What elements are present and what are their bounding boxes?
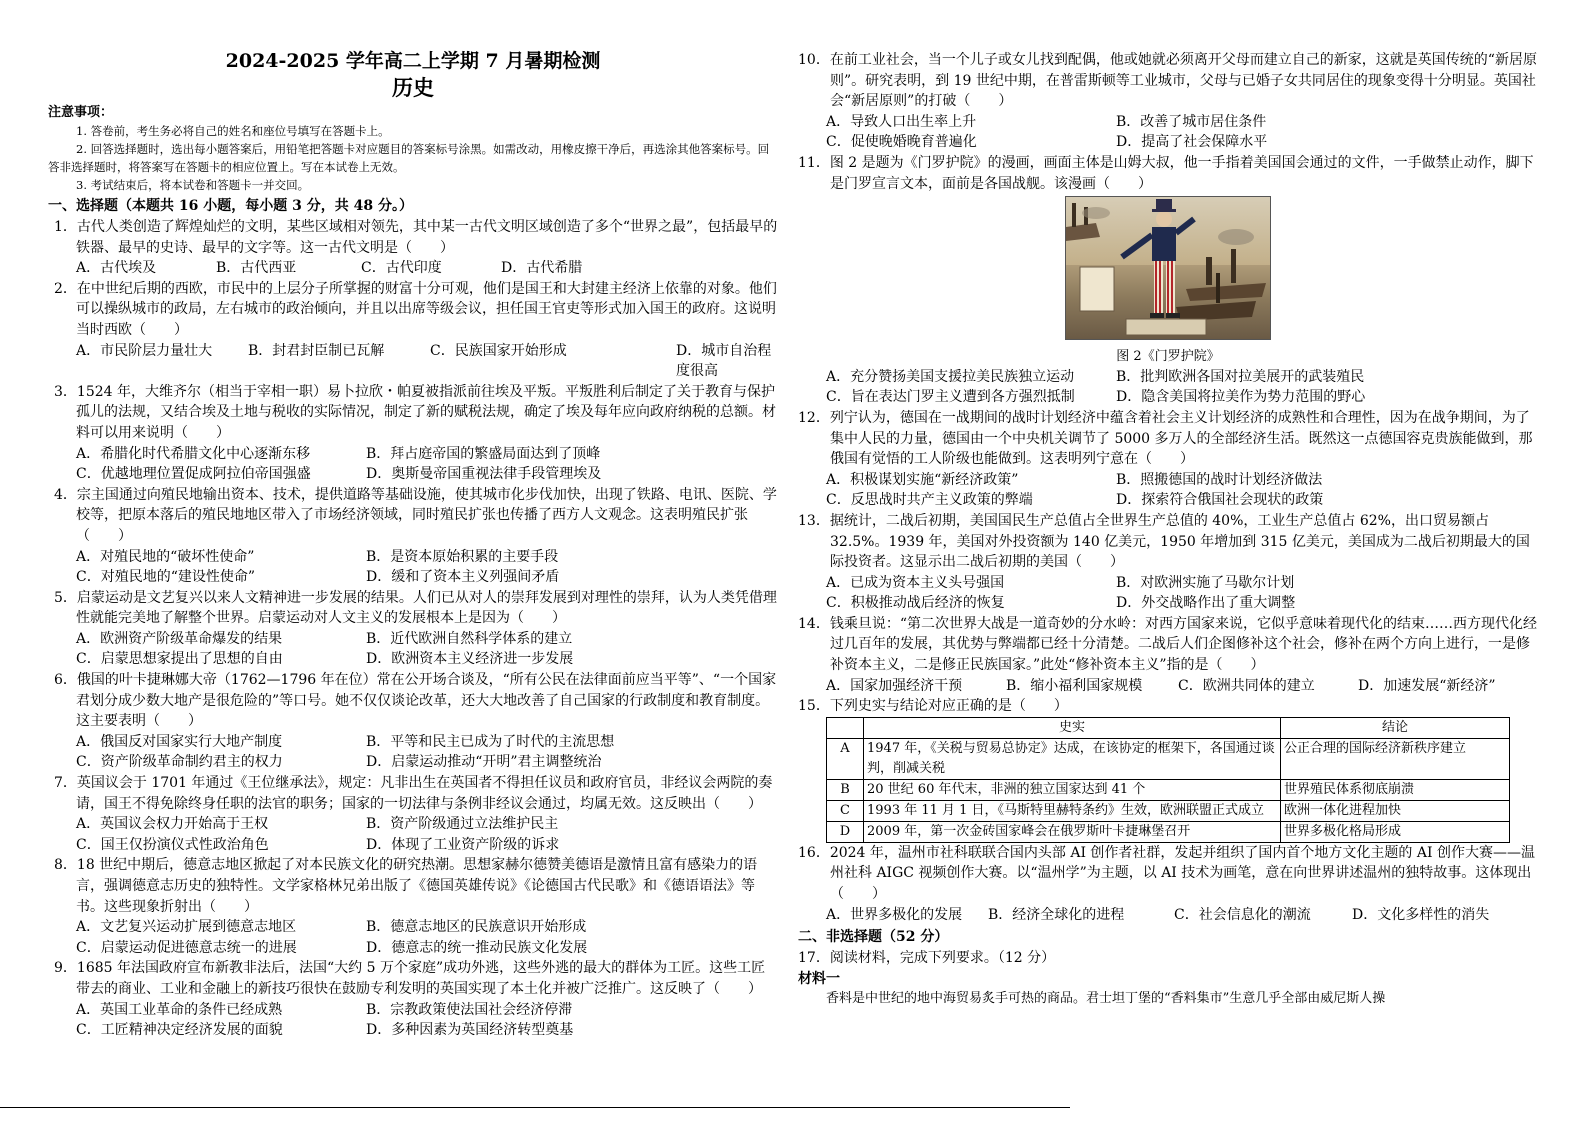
option-c[interactable]: C．启蒙运动促进德意志统一的进展 (76, 939, 297, 956)
question-stem: 11．图 2 是题为《门罗护院》的漫画，画面主体是山姆大叔，他一手指着美国国会通过的文件，一手做禁止动作，脚下是门罗宣言文本，面前是各国战舰。该漫画（ ） (798, 154, 1534, 192)
fact-conclusion-table (826, 717, 1510, 843)
section-title: 二、非选择题（52 分） (798, 929, 949, 946)
option-d[interactable]: D．探索符合俄国社会现状的政策 (1116, 492, 1324, 509)
row-fact: 20 世纪 60 年代末，非洲的独立国家达到 41 个 (864, 779, 1281, 800)
option-a[interactable]: A．文艺复兴运动扩展到德意志地区 (76, 919, 297, 936)
question-7 (48, 773, 778, 855)
question-1 (48, 217, 778, 279)
question-8 (48, 855, 778, 958)
option-a[interactable]: A．充分赞扬美国支援拉美民族独立运动 (826, 368, 1075, 385)
option-d[interactable]: D．加速发展“新经济” (1358, 677, 1496, 694)
notice-list (48, 122, 778, 194)
question-stem: 4．宗主国通过向殖民地输出资本、技术，提供道路等基础设施，使其城市化步伐加快，出现了铁路、电讯、医院、学校等，把原本落后的殖民地地区带入了市场经济领域，同时殖民扩张也传播了西方人文观念。这表明殖民扩张（ ） (54, 486, 777, 544)
option-c[interactable]: C．启蒙思想家提出了思想的自由 (76, 651, 283, 668)
option-b[interactable]: B．是资本原始积累的主要手段 (366, 548, 559, 565)
row-label: D (827, 821, 864, 842)
options (48, 341, 778, 382)
notice-item: 3. 考试结束后，将本试卷和答题卡一并交回。 (76, 178, 310, 192)
section-title: 一、选择题（本题共 16 小题，每小题 3 分，共 48 分。） (48, 198, 413, 214)
options (48, 917, 778, 958)
option-a[interactable]: A．欧洲资产阶级革命爆发的结果 (76, 630, 283, 647)
option-b[interactable]: B．宗教政策使法国社会经济停滞 (366, 1001, 573, 1018)
option-b[interactable]: B．近代欧洲自然科学体系的建立 (366, 630, 573, 647)
question-2 (48, 279, 778, 382)
option-c[interactable]: C．优越地理位置促成阿拉伯帝国强盛 (76, 466, 311, 483)
question-4 (48, 485, 778, 588)
exam-subject: 历史 (392, 75, 434, 100)
options (48, 1000, 778, 1041)
table-header-row (827, 717, 1510, 738)
row-conclusion: 欧洲一体化进程加快 (1281, 800, 1510, 821)
table-row (827, 800, 1510, 821)
option-b[interactable]: B．照搬德国的战时计划经济做法 (1116, 471, 1323, 488)
option-a[interactable]: A．已成为资本主义头号强国 (826, 574, 1005, 591)
options (48, 547, 778, 588)
options (798, 676, 1538, 697)
question-stem: 7．英国议会于 1701 年通过《王位继承法》，规定：凡非出生在英国者不得担任议员和政府官员，非经议会两院的奏请，国王不得免除终身任职的法官的职务；国家的一切法律与条例非经议会通过，均属无效。这反映出（ ） (54, 775, 773, 812)
option-b[interactable]: B．封君封臣制已瓦解 (248, 342, 385, 359)
option-d[interactable]: D．城市自治程度很高 (676, 342, 772, 380)
option-c[interactable]: C．古代印度 (361, 260, 442, 277)
question-stem: 17．阅读材料，完成下列要求。（12 分） (798, 950, 1056, 967)
question-stem: 14．钱乘旦说：“第二次世界大战是一道奇妙的分水岭：对西方国家来说，它似乎意味着现代化的结束……西方现代化经过几百年的发展，其优势与弊端都已经十分清楚。二战后人们企图修补这个社会，修补在两个方向上进行，一是修补资本主义，二是修正民族国家。”此处“修补资本主义”指的是（ ） (798, 615, 1537, 674)
question-stem: 8．18 世纪中期后，德意志地区掀起了对本民族文化的研究热潮。思想家赫尔德赞美德语是激情且富有感染力的语言，强调德意志历史的独特性。文学家格林兄弟出版了《德国英雄传说》《论德国古代民歌》和《德语语法》等书。这些现象折射出（ ） (54, 857, 758, 915)
options (798, 470, 1538, 511)
option-b[interactable]: B．拜占庭帝国的繁盛局面达到了顶峰 (366, 445, 601, 462)
question-5 (48, 588, 778, 670)
page-bottom-rule (0, 1107, 1070, 1108)
option-a[interactable]: A．国家加强经济干预 (826, 677, 963, 694)
question-stem: 2．在中世纪后期的西欧，市民中的上层分子所掌握的财富十分可观，他们是国王和大封建主经济上依靠的对象。他们可以操纵城市的政局，左右城市的政治倾向，并且以出席等级会议，担任国王官吏等形式加入国王的政府。这说明当时西欧（ ） (54, 280, 777, 338)
option-b[interactable]: B．平等和民主已成为了时代的主流思想 (366, 733, 615, 750)
row-conclusion: 公正合理的国际经济新秩序建立 (1281, 738, 1510, 779)
question-16 (798, 843, 1538, 925)
option-a[interactable]: A．积极谋划实施“新经济政策” (826, 471, 1019, 488)
option-d[interactable]: D．古代希腊 (501, 260, 583, 277)
option-b[interactable]: B．缩小福利国家规模 (1006, 677, 1143, 694)
option-a[interactable]: A．英国议会权力开始高于王权 (76, 816, 269, 833)
question-12 (798, 408, 1538, 511)
option-d[interactable]: D．多种因素为英国经济转型奠基 (366, 1022, 574, 1039)
question-stem: 16．2024 年，温州市社科联联合国内头部 AI 创作者社群，发起并组织了国内首个地方文化主题的 AI 创作大赛——温州社科 AIGC 视频创作大赛。以“温州学”为主题，以 AI 技术为画笔，意在向世界讲述温州的独特故事。这体现出（ ） (798, 844, 1535, 903)
option-b[interactable]: B．古代西亚 (216, 260, 297, 277)
table-row (827, 738, 1510, 779)
option-a[interactable]: A．希腊化时代希腊文化中心逐渐东移 (76, 445, 311, 462)
question-stem: 10．在前工业社会，当一个儿子或女儿找到配偶，他或她就必须离开父母而建立自己的新家，这就是英国传统的“新居原则”。研究表明，到 19 世纪中期，在普雷斯顿等工业城市，父母与已婚子女共同居住的现象变得十分明显。英国社会“新居原则”的打破（ ） (798, 52, 1537, 110)
question-3 (48, 382, 778, 485)
row-label: C (827, 800, 864, 821)
row-conclusion: 世界多极化格局形成 (1281, 821, 1510, 842)
row-label: B (827, 779, 864, 800)
question-stem: 6．俄国的叶卡捷琳娜大帝（1762—1796 年在位）常在公开场合谈及，“所有公民在法律面前应当平等”、“一个国家君划分成少数大地产是很危险的”等口号。她不仅仅谈论改革，还大大地改善了自己国家的行政制度和教育制度。这主要表明（ ） (54, 672, 777, 730)
monroe-doctrine-cartoon (1065, 196, 1271, 340)
option-a[interactable]: A．对殖民地的“破坏性使命” (76, 548, 255, 565)
option-c[interactable]: C．欧洲共同体的建立 (1178, 677, 1315, 694)
option-a[interactable]: A．英国工业革命的条件已经成熟 (76, 1001, 283, 1018)
question-9 (48, 958, 778, 1040)
option-d[interactable]: D．奥斯曼帝国重视法律手段管理埃及 (366, 466, 602, 483)
option-b[interactable]: B．经济全球化的进程 (988, 906, 1125, 923)
options (798, 573, 1538, 614)
options (798, 905, 1538, 926)
option-c[interactable]: C．社会信息化的潮流 (1174, 906, 1311, 923)
question-stem: 5．启蒙运动是文艺复兴以来人文精神进一步发展的结果。人们已从对人的崇拜发展到对理性的崇拜，认为人类凭借理性就能完美地了解整个世界。启蒙运动对人文主义的发展根本上是因为（ ） (54, 589, 777, 627)
option-c[interactable]: C．对殖民地的“建设性使命” (76, 569, 256, 586)
option-a[interactable]: A．世界多极化的发展 (826, 906, 963, 923)
row-conclusion: 世界殖民体系彻底崩溃 (1281, 779, 1510, 800)
material-text: 香料是中世纪的地中海贸易炙手可热的商品。君士坦丁堡的“香料集市”生意几乎全部由威尼斯人操 (826, 990, 1386, 1006)
option-b[interactable]: B．批判欧洲各国对拉美展开的武装殖民 (1116, 368, 1365, 385)
table-header-conclusion: 结论 (1281, 717, 1510, 738)
option-d[interactable]: D．外交战略作出了重大调整 (1116, 595, 1296, 612)
row-label: A (827, 738, 864, 779)
question-stem: 3．1524 年，大维齐尔（相当于宰相一职）易卜拉欣・帕夏被指派前往埃及平叛。平叛胜利后制定了关于教育与保护孤儿的法规，又结合埃及土地与税收的实际情况，制定了新的赋税法规，确定了埃及每年应向政府纳税的总额。材料可以用来说明（ ） (54, 383, 776, 441)
question-10 (798, 50, 1538, 153)
cartoon-illustration (1066, 197, 1270, 339)
notice-title: 注意事项： (48, 105, 114, 120)
option-d[interactable]: D．提高了社会保障水平 (1116, 134, 1268, 151)
option-a[interactable]: A．俄国反对国家实行大地产制度 (76, 733, 283, 750)
question-stem: 12．列宁认为，德国在一战期间的战时计划经济中蕴含着社会主义计划经济的成熟性和合理性，因为在战争期间，为了集中人民的力量，德国由一个中央机关调节了 5000 多万人的全部经济生活。既然这一点德国容克贵族能做到，那俄国有觉悟的工人阶级也能做到。这表明列宁意在（ ） (798, 409, 1533, 468)
option-d[interactable]: D．隐含美国将拉美作为势力范围的野心 (1116, 389, 1366, 406)
option-b[interactable]: B．对欧洲实施了马歇尔计划 (1116, 574, 1295, 591)
option-c[interactable]: C．旨在表达门罗主义遭到各方强烈抵制 (826, 389, 1075, 406)
notice-item: 2. 回答选择题时，选出每小题答案后，用铅笔把答题卡对应题目的答案标号涂黑。如需改动，用橡皮擦干净后，再选涂其他答案标号。回答非选择题时，将答案写在答题卡的相应位置上。写在本试卷上无效。 (48, 142, 770, 174)
option-c[interactable]: C．反思战时共产主义政策的弊端 (826, 492, 1033, 509)
option-d[interactable]: D．缓和了资本主义列强间矛盾 (366, 569, 560, 586)
option-b[interactable]: B．德意志地区的民族意识开始形成 (366, 919, 587, 936)
option-c[interactable]: C．国王仅扮演仪式性政治角色 (76, 836, 269, 853)
option-a[interactable]: A．古代埃及 (76, 260, 157, 277)
option-a[interactable]: A．市民阶层力量壮大 (76, 342, 213, 359)
options (798, 367, 1538, 408)
question-17 (798, 948, 1538, 1009)
question-11 (798, 153, 1538, 408)
table-header-blank (827, 717, 864, 738)
option-d[interactable]: D．体现了工业资产阶级的诉求 (366, 836, 560, 853)
row-fact: 1947 年，《关税与贸易总协定》达成，在该协定的框架下，各国通过谈判，削减关税 (864, 738, 1281, 779)
table-row (827, 821, 1510, 842)
options (48, 444, 778, 485)
option-b[interactable]: B．改善了城市居住条件 (1116, 113, 1267, 130)
option-c[interactable]: C．促使晚婚晚育普遍化 (826, 134, 977, 151)
option-d[interactable]: D．德意志的统一推动民族文化发展 (366, 939, 588, 956)
left-column (48, 48, 778, 1041)
options (48, 814, 778, 855)
question-15 (798, 696, 1538, 843)
exam-title: 2024-2025 学年高二上学期 7 月暑期检测 (225, 50, 601, 72)
notice-item: 1. 答卷前，考生务必将自己的姓名和座位号填写在答题卡上。 (76, 124, 390, 138)
option-d[interactable]: D．欧洲资本主义经济进一步发展 (366, 651, 574, 668)
options (48, 258, 778, 279)
options (798, 112, 1538, 153)
question-stem: 13．据统计，二战后初期，美国国民生产总值占全世界生产总值的 40%，工业生产总值占 62%，出口贸易额占 32.5%。1939 年，美国对外投资额为 140 亿美元，1950 年增加到 315 亿美元，美国成为二战后初期最大的国际投资者。这显示出二战后初期的美国（ ） (798, 512, 1530, 571)
question-stem: 15．下列史实与结论对应正确的是（ ） (798, 698, 1068, 715)
row-fact: 1993 年 11 月 1 日，《马斯特里赫特条约》生效，欧洲联盟正式成立 (864, 800, 1281, 821)
option-c[interactable]: C．积极推动战后经济的恢复 (826, 595, 1005, 612)
right-column (798, 50, 1538, 1009)
option-c[interactable]: C．工匠精神决定经济发展的面貌 (76, 1022, 283, 1039)
question-6 (48, 670, 778, 773)
question-14 (798, 614, 1538, 696)
figure (798, 196, 1538, 367)
row-fact: 2009 年，第一次金砖国家峰会在俄罗斯叶卡捷琳堡召开 (864, 821, 1281, 842)
question-13 (798, 511, 1538, 614)
options (48, 732, 778, 773)
option-c[interactable]: C．资产阶级革命制约君主的权力 (76, 754, 283, 771)
table-row (827, 779, 1510, 800)
figure-caption: 图 2《门罗护院》 (1116, 348, 1220, 364)
question-stem: 9．1685 年法国政府宣布新教非法后，法国“大约 5 万个家庭”成功外逃，这些外逃的最大的群体为工匠。这些工匠带去的商业、工业和金融上的新技巧很快在鼓励专利发明的英国实现了本土化并被广泛推广。这反映了（ ） (54, 960, 766, 997)
question-stem: 1．古代人类创造了辉煌灿烂的文明，某些区域相对领先，其中某一古代文明区域创造了多个“世界之最”，包括最早的铁器、最早的史诗、最早的文字等。这一古代文明是（ ） (54, 219, 778, 256)
option-a[interactable]: A．导致人口出生率上升 (826, 113, 977, 130)
option-d[interactable]: D．启蒙运动推动“开明”君主调整统治 (366, 754, 602, 771)
option-b[interactable]: B．资产阶级通过立法维护民主 (366, 816, 559, 833)
option-c[interactable]: C．民族国家开始形成 (430, 342, 567, 359)
material-title: 材料一 (798, 970, 840, 987)
options (48, 629, 778, 670)
table-header-fact: 史实 (864, 717, 1281, 738)
option-d[interactable]: D．文化多样性的消失 (1352, 906, 1490, 923)
